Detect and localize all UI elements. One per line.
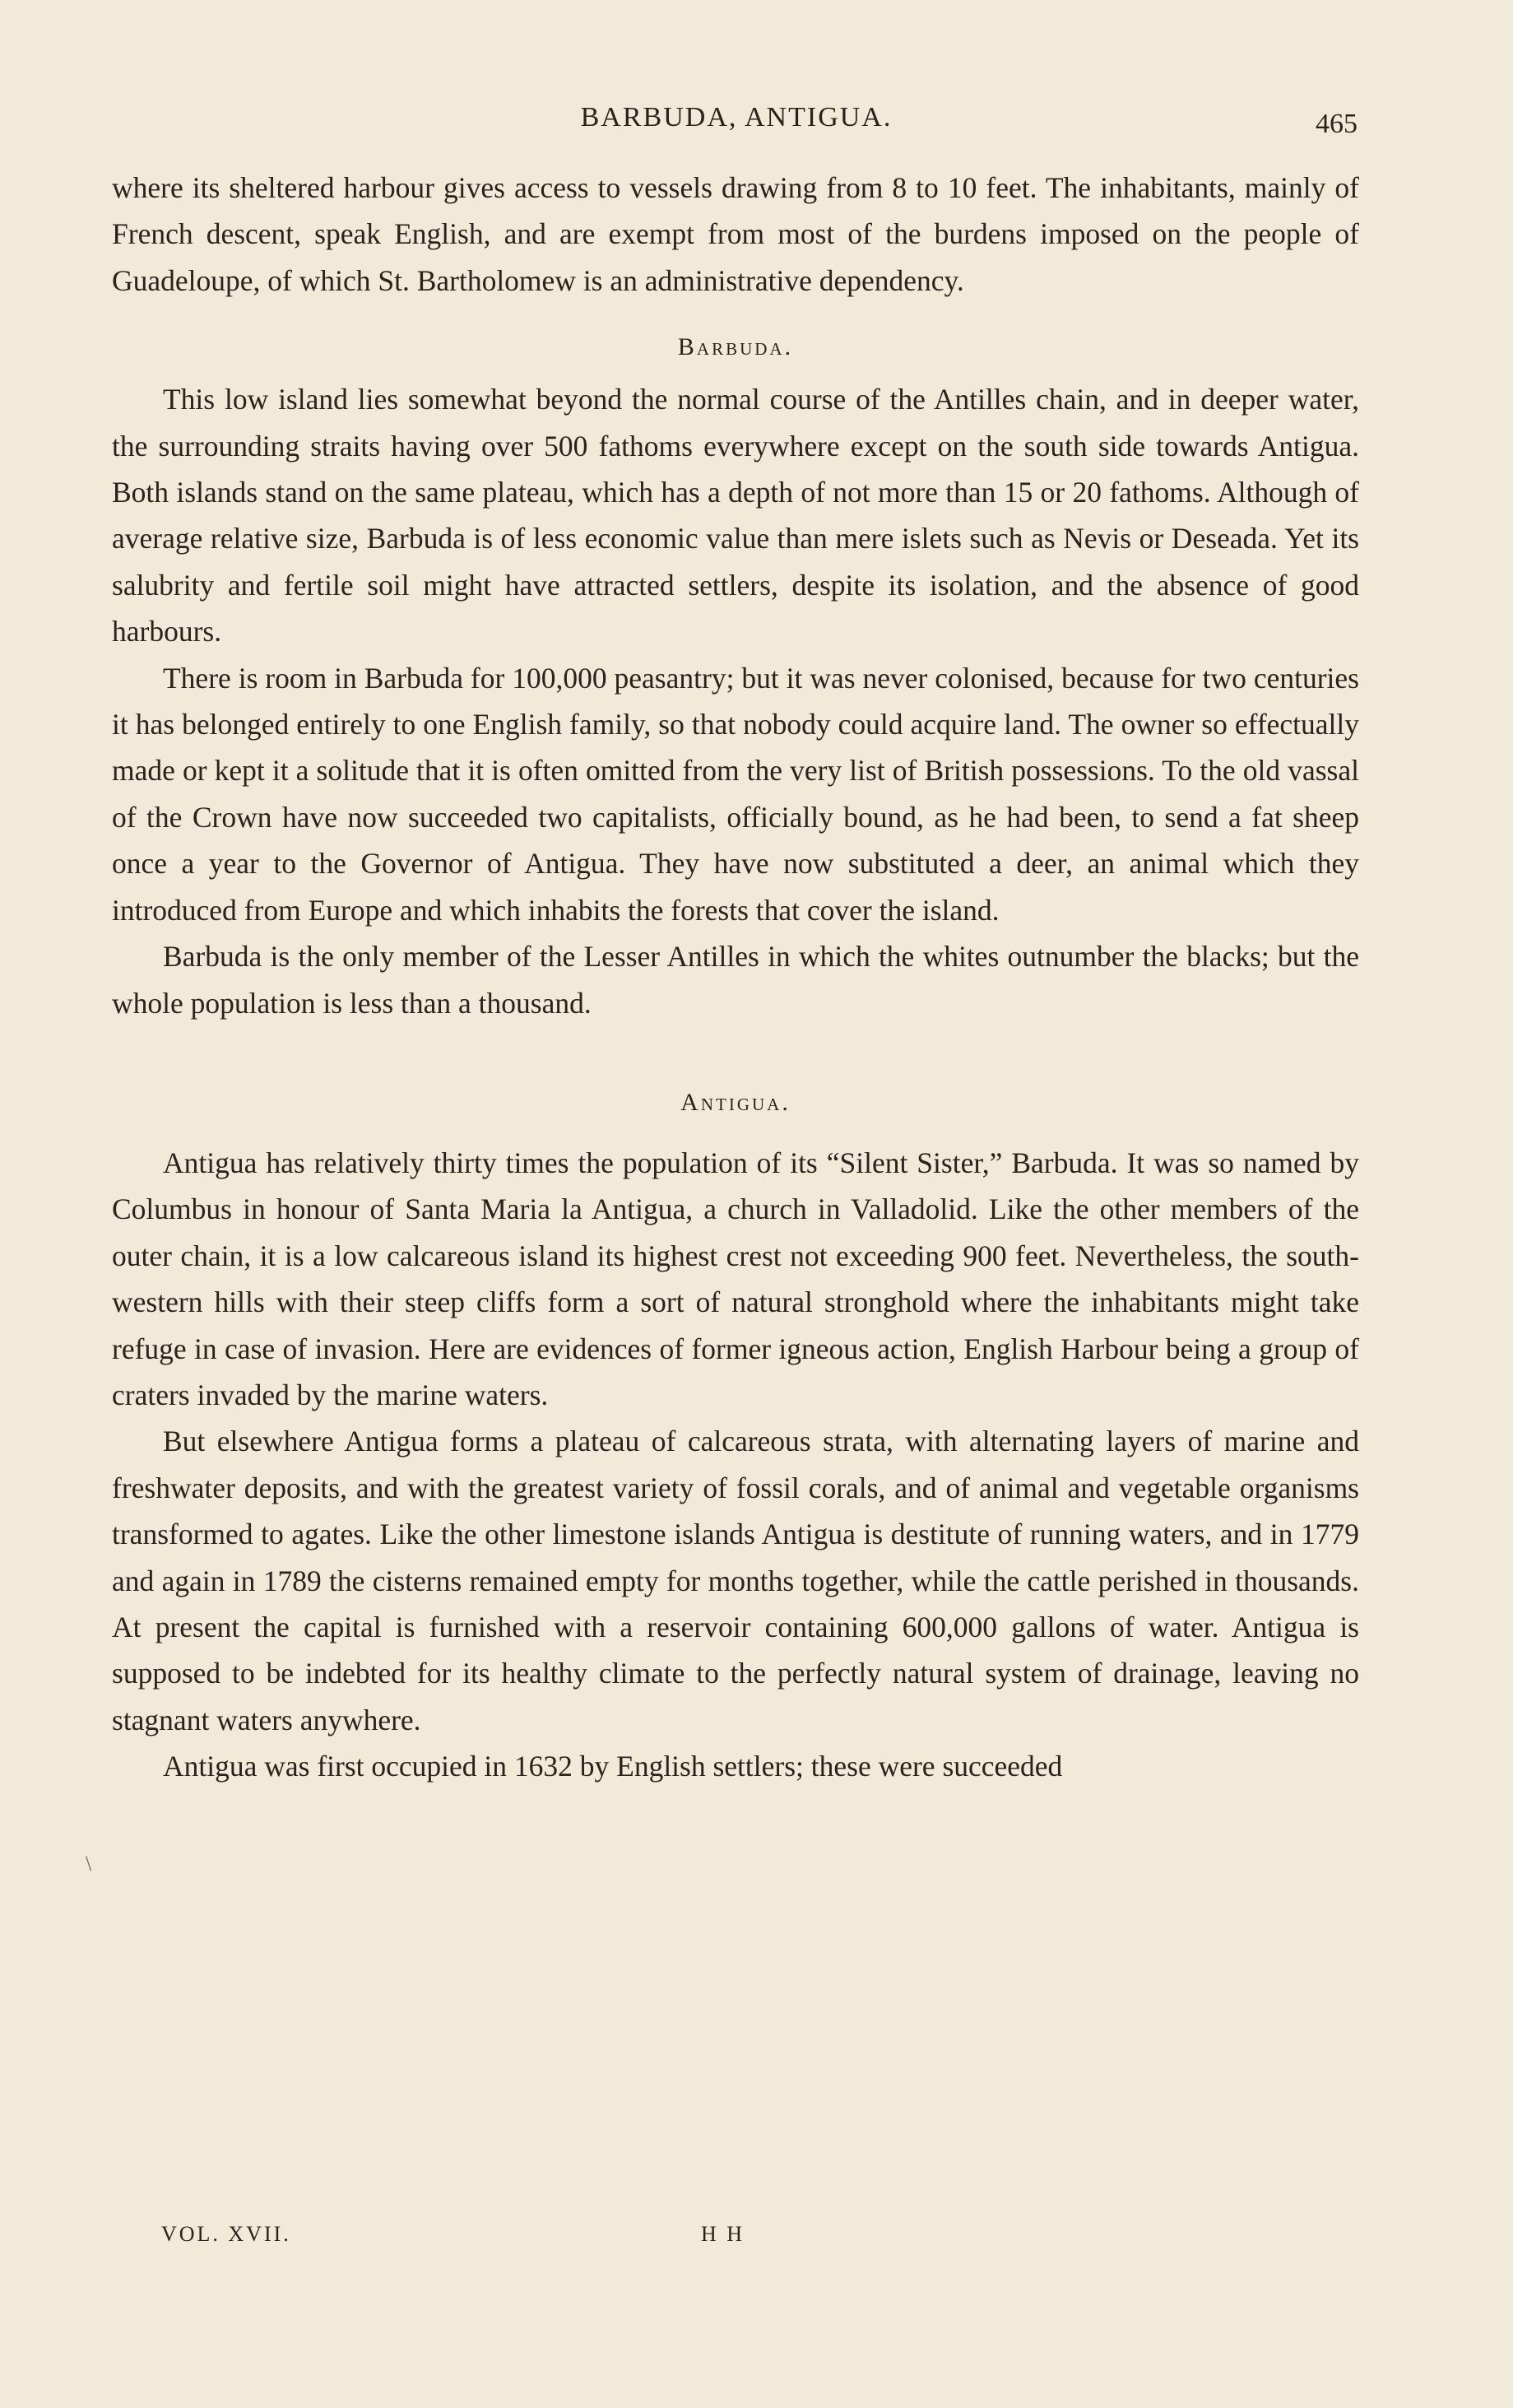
signature-mark: H H [701, 2222, 745, 2246]
antigua-paragraph-2: But elsewhere Antigua forms a plateau of calcareous strata, with alternating layers of marine and freshwater deposits, and with the greatest variety of fossil corals, and of animal and vegetable organisms transformed to agates. Like the other limestone islands Antigua is destitute of running waters, and in 1779 and again in 1789 the cisterns remained empty for months together, while the cattle perished in thousands. At present the capital is furnished with a reservoir containing 600,000 gallons of water. Antigua is supposed to be indebted for its healthy climate to the perfectly natural system of drainage, leaving no stagnant waters anywhere. [112, 1425, 1359, 1736]
barbuda-paragraph-3: Barbuda is the only member of the Lesser Antilles in which the whites outnumber the blacks; but the whole population is less than a thousand. [112, 940, 1359, 1020]
margin-mark: \ [86, 1852, 92, 1876]
intro-paragraph: where its sheltered harbour gives access to vessels drawing from 8 to 10 feet. The inhabitants, mainly of French descent, speak English, and are exempt from most of the burdens imposed on the people of Guadeloupe, of which St. Bartholomew is an administrative dependency. [112, 171, 1359, 297]
antigua-paragraph-3: Antigua was first occupied in 1632 by English settlers; these were succeeded [163, 1750, 1063, 1783]
barbuda-paragraph-1: This low island lies somewhat beyond the normal course of the Antilles chain, and in deeper water, the surrounding straits having over 500 fathoms everywhere except on the south side towards Antigua. Both islands stand on the same plateau, which has a depth of not more than 15 or 20 fathoms. Although of average relative size, Barbuda is of less economic value than mere islets such as Nevis or Deseada. Yet its salubrity and fertile soil might have attracted settlers, despite its isolation, and the absence of good harbours. [112, 383, 1359, 648]
text-body [112, 165, 1359, 1790]
page-number: 465 [1316, 109, 1358, 139]
antigua-paragraph-1: Antigua has relatively thirty times the population of its “Silent Sister,” Barbuda. It was so named by Columbus in honour of Santa Maria la Antigua, a church in Valladolid. Like the other members of the outer chain, it is a low calcareous island its highest crest not exceeding 900 feet. Nevertheless, the south-western hills with their steep cliffs form a sort of natural stronghold where the inhabitants might take refuge in case of invasion. Here are evidences of former igneous action, English Harbour being a group of craters invaded by the marine waters. [112, 1146, 1359, 1411]
section-heading-antigua: Antigua. [680, 1088, 791, 1116]
volume-label: VOL. XVII. [161, 2222, 291, 2246]
barbuda-paragraph-2: There is room in Barbuda for 100,000 peasantry; but it was never colonised, because for two centuries it has belonged entirely to one English family, so that nobody could acquire land. The owner so effectually made or kept it a solitude that it is often omitted from the very list of British possessions. To the old vassal of the Crown have now succeeded two capitalists, officially bound, as he had been, to send a fat sheep once a year to the Governor of Antigua. They have now substituted a deer, an animal which they introduced from Europe and which inhabits the forests that cover the island. [112, 661, 1359, 927]
running-title: BARBUDA, ANTIGUA. [580, 102, 893, 132]
running-head [115, 99, 1358, 148]
section-heading-barbuda: Barbuda. [677, 333, 794, 361]
